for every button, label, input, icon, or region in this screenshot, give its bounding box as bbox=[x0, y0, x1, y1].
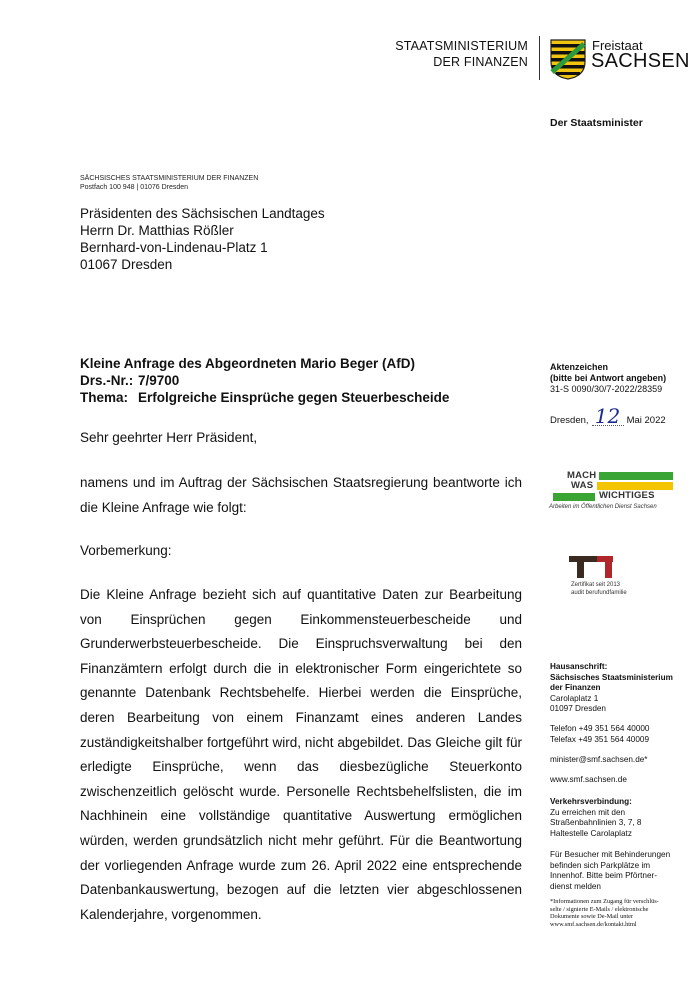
sender-line-2: Postfach 100 948 | 01076 Dresden bbox=[80, 184, 189, 191]
sachsen-label: SACHSEN bbox=[591, 50, 690, 72]
verkehr-line-3: Haltestelle Carolaplatz bbox=[550, 828, 632, 838]
email-link[interactable]: minister@smf.sachsen.de* bbox=[550, 755, 648, 764]
drs-label: Drs.-Nr.: bbox=[80, 373, 134, 388]
verkehr-line-1: Zu erreichen mit den bbox=[550, 807, 626, 817]
hausanschrift-label: Hausanschrift: bbox=[550, 662, 608, 671]
ministry-line-1: STAATSMINISTERIUM bbox=[395, 39, 528, 53]
street: Carolaplatz 1 bbox=[550, 693, 599, 703]
email-info-footnote bbox=[550, 898, 659, 928]
besucher-block bbox=[550, 850, 670, 892]
drs-value: 7/9700 bbox=[138, 373, 180, 388]
aktenzeichen-hint: (bitte bei Antwort angeben) bbox=[550, 373, 667, 383]
foot-line-1: *Informationen zum Zugang für verschlüs- bbox=[550, 898, 659, 905]
sender-address bbox=[80, 174, 258, 192]
besucher-line-2: befinden sich Parkplätze im bbox=[550, 860, 651, 870]
foot-line-4: www.smf.sachsen.de/kontakt.html bbox=[550, 920, 637, 928]
recipient-address bbox=[80, 205, 325, 273]
minister-title: Der Staatsminister bbox=[550, 117, 643, 129]
mach-was-wichtiges-logo bbox=[549, 470, 675, 514]
header-divider bbox=[539, 36, 540, 80]
foot-line-2: selte / signierte E-Mails / elektronische bbox=[550, 905, 649, 913]
recipient-line-1: Präsidenten des Sächsischen Landtages bbox=[80, 206, 325, 221]
saxony-crest-icon bbox=[549, 38, 587, 80]
date-day-handwritten: 12 bbox=[592, 407, 624, 426]
verkehr-block bbox=[550, 797, 642, 839]
org-line-2: der Finanzen bbox=[550, 683, 601, 692]
thema-value: Erfolgreiche Einsprüche gegen Steuerbescheide bbox=[138, 390, 450, 405]
besucher-line-4: dienst melden bbox=[550, 881, 601, 891]
sender-line-1: SÄCHSISCHES STAATSMINISTERIUM DER FINANZEN bbox=[80, 175, 259, 182]
body-paragraph: Die Kleine Anfrage bezieht sich auf quantitative Daten zur Bearbeitung von Einsprüchen gegen Einkommensteuerbescheide und Grunderwerbsteuerbescheide. Die Einspruchsverwaltung bei den Finanzämtern erfolgt durch die in elektronischer Form eingerichtete so genannte Datenbank Rechtsbehelfe. Hierbei werden die Einsprüche, deren Bearbeitung von einem Finanzamt eines anderen Landes zuständigkeitshalber fortgeführt wird, nicht abgebildet. Das Gleiche gilt für erledigte Einsprüche, wenn das diesbezügliche Steuerkonto zwischenzeitlich gelöscht wurde. Personelle Rechtsbehelfslisten, die im Nachhinein eine vollständige quantitative Auswertung ermöglichen würden, werden grundsätzlich nicht mehr geführt. Für die Beantwortung der vorliegenden Anfrage wurde zum 26. April 2022 eine entsprechende Datenbankauswertung, bezogen auf die letzten vier abgeschlossenen Kalenderjahre, vorgenommen. bbox=[80, 587, 522, 922]
phone-block bbox=[550, 724, 649, 745]
verkehr-line-2: Straßenbahnlinien 3, 7, 8 bbox=[550, 818, 642, 827]
date-month-year: Mai 2022 bbox=[626, 415, 666, 426]
ministry-line-2: DER FINANZEN bbox=[433, 55, 528, 69]
recipient-line-3: Bernhard-von-Lindenau-Platz 1 bbox=[80, 240, 268, 255]
mww-green-bar bbox=[599, 472, 673, 480]
aktenzeichen-label: Aktenzeichen bbox=[550, 362, 609, 372]
hausanschrift-block bbox=[550, 662, 673, 715]
thema-label: Thema: bbox=[80, 390, 129, 405]
mww-word-3: WICHTIGES bbox=[599, 490, 655, 501]
ministry-name bbox=[395, 38, 528, 70]
subject-block bbox=[80, 355, 449, 406]
mww-word-2: WAS bbox=[571, 480, 594, 491]
besucher-line-3: Innenhof. Bitte beim Pförtner- bbox=[550, 871, 657, 880]
vorbemerkung-heading: Vorbemerkung: bbox=[80, 543, 172, 558]
subject-thema bbox=[80, 389, 449, 406]
verkehr-label: Verkehrsverbindung: bbox=[550, 797, 632, 806]
city: 01097 Dresden bbox=[550, 704, 606, 713]
web-link[interactable]: www.smf.sachsen.de bbox=[550, 775, 627, 784]
date-city: Dresden, bbox=[550, 415, 589, 426]
audit-line-2: audit berufundfamilie bbox=[571, 590, 627, 596]
audit-line-1: Zertifikat seit 2013 bbox=[571, 582, 621, 588]
mww-green-bar-left bbox=[553, 493, 595, 501]
mww-subtitle: Arbeiten im Öffentlichen Dienst Sachsen bbox=[549, 504, 657, 510]
intro-paragraph: namens und im Auftrag der Sächsischen Staatsregierung beantworte ich die Kleine Anfrage wie folgt: bbox=[80, 475, 522, 515]
aktenzeichen-value: 31-S 0090/30/7-2022/28359 bbox=[550, 384, 663, 394]
audit-mark-icon bbox=[569, 556, 613, 580]
org-line-1: Sächsisches Staatsministerium bbox=[550, 672, 673, 682]
mww-word-1: MACH bbox=[567, 470, 597, 481]
subject-drs bbox=[80, 372, 449, 389]
phone: Telefon +49 351 564 40000 bbox=[550, 724, 650, 733]
fax: Telefax +49 351 564 40009 bbox=[550, 734, 650, 744]
besucher-line-1: Für Besucher mit Behinderungen bbox=[550, 850, 671, 859]
recipient-line-2: Herrn Dr. Matthias Rößler bbox=[80, 223, 234, 238]
audit-berufundfamilie-logo bbox=[549, 556, 659, 602]
subject-title: Kleine Anfrage des Abgeordneten Mario Beger (AfD) bbox=[80, 356, 416, 371]
salutation: Sehr geehrter Herr Präsident, bbox=[80, 430, 258, 445]
foot-line-3: Dokumente sowie De-Mail unter bbox=[550, 913, 634, 920]
freistaat-label: Freistaat bbox=[592, 38, 643, 53]
recipient-line-4: 01067 Dresden bbox=[80, 257, 173, 272]
mww-yellow-bar bbox=[597, 482, 673, 490]
aktenzeichen-block bbox=[550, 362, 666, 395]
letter-date bbox=[550, 404, 666, 428]
